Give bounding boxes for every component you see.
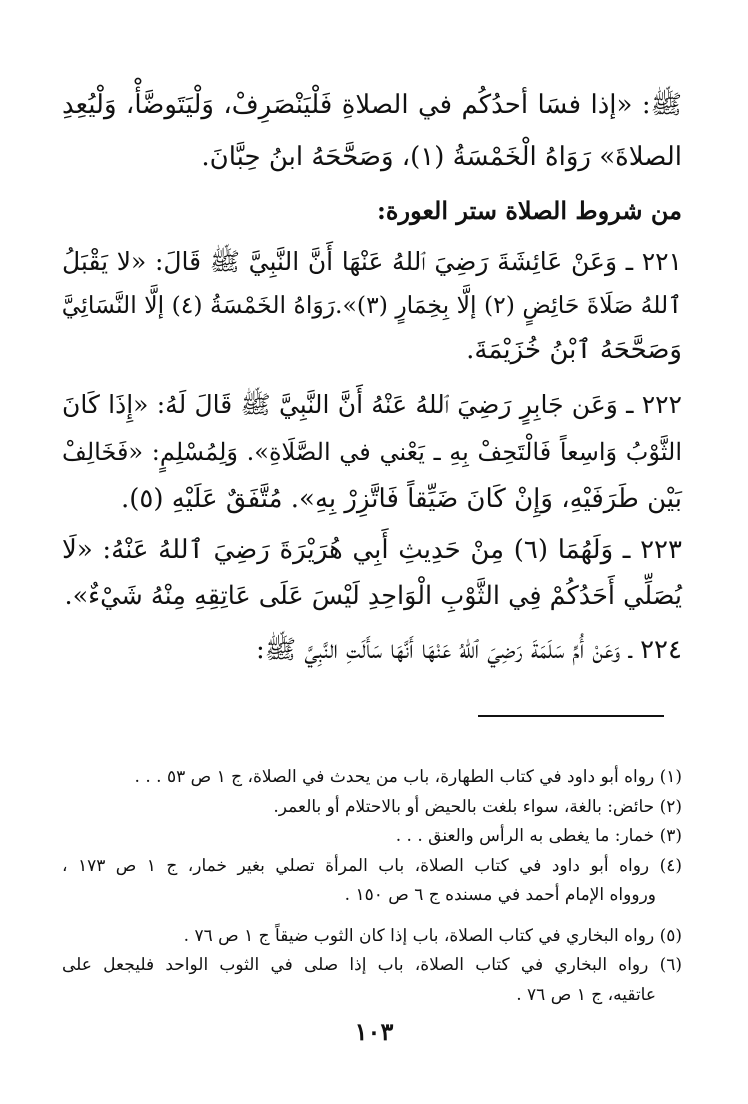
footnote-6-continued: عاتقيه، ج ١ ص ٧٦ . <box>516 985 656 1005</box>
footnote-separator <box>478 715 664 717</box>
footnote-5: (٥) رواه البخاري في كتاب الصلاة، باب إذا كان الثوب ضيقاً ج ١ ص ٧٦ . <box>183 926 682 946</box>
body-line-1: ﷺ: «إذا فسَا أحدُكُم في الصلاةِ فَلْيَنْصَرِفْ، وَلْيَتَوضَّأْ، وَلْيُعِدِ <box>62 90 682 120</box>
hadith-222-line-2: الثَّوْبُ وَاسِعاً فَالْتَحِفْ بِهِ ـ يَعْني في الصَّلَاةِ». وَلِمُسْلِمٍ: «فَخَالِفْ <box>62 438 682 466</box>
hadith-221-line-2: ٱللهُ صَلَاةَ حَائِضٍ (٢) إلَّا بِخِمَارٍ (٣)».رَوَاهُ الخَمْسَةُ (٤) إلَّا النَّسَائِيَّ <box>61 291 682 319</box>
footnote-3: (٣) خمار: ما يغطى به الرأس والعنق . . . <box>395 826 682 846</box>
hadith-223-line-1: ٢٢٣ ـ وَلَهُمَا (٦) مِنْ حَدِيثِ أَبِي هُرَيْرَةَ رَضِيَ ٱللهُ عَنْهُ: «لَا <box>62 535 682 565</box>
hadith-221-line-1: ٢٢١ ـ وَعَنْ عَائِشَةَ رَضِيَ ٱللهُ عَنْهَا أَنَّ النَّبِيَّ ﷺ قَالَ: «لا يَقْبَلُ <box>62 247 682 276</box>
footnote-4-continued: وروواه الإمام أحمد في مسنده ج ٦ ص ١٥٠ . <box>344 885 656 905</box>
hadith-223-line-2: يُصَلِّي أَحَدُكُمْ فِي الثَّوْبِ الْوَاحِدِ لَيْسَ عَلَى عَاتِقِهِ مِنْهُ شَيْءٌ». <box>64 581 682 611</box>
footnote-2: (٢) حائض: بالغة، سواء بلغت بالحيض أو بالاحتلام أو بالعمر. <box>273 797 682 817</box>
section-heading: من شروط الصلاة ستر العورة: <box>377 196 682 225</box>
body-line-2: الصلاةَ» رَوَاهُ الْخَمْسَةُ (١)، وَصَحَّحَهُ ابنُ حِبَّانَ. <box>201 142 682 172</box>
hadith-222-line-3: بَيْن طَرَفَيْهِ، وَإِنْ كَانَ ضَيِّقاً فَاتَّزِرْ بِهِ». مُتَّفَقٌ عَلَيْهِ (٥). <box>120 484 682 514</box>
hadith-222-line-1: ٢٢٢ ـ وَعَن جَابِرٍ رَضِيَ ٱللهُ عَنْهُ أَنَّ النَّبِيَّ ﷺ قَالَ لَهُ: «إِذَا كَانَ <box>62 390 682 419</box>
page-number: ١٠٣ <box>354 1017 394 1046</box>
footnote-1: (١) رواه أبو داود في كتاب الطهارة، باب من يحدث في الصلاة، ج ١ ص ٥٣ . . . <box>134 767 682 787</box>
hadith-224-line-1: ٢٢٤ ـ وَعَنْ أُمِّ سَلَمَةَ رَضِيَ ٱللهُ عَنْهَا أَنَّهَا سَأَلَتِ النَّبِيَّ ﷺ: <box>255 635 682 665</box>
footnote-4: (٤) رواه أبو داود في كتاب الصلاة، باب المرأة تصلي بغير خمار، ج ١ ص ١٧٣ ، <box>62 856 682 876</box>
footnote-6: (٦) رواه البخاري في كتاب الصلاة، باب إذا صلى في الثوب الواحد فليجعل على <box>62 955 682 975</box>
hadith-221-line-3: وَصَحَّحَهُ ٱبْنُ خُزَيْمَةَ. <box>466 335 682 365</box>
